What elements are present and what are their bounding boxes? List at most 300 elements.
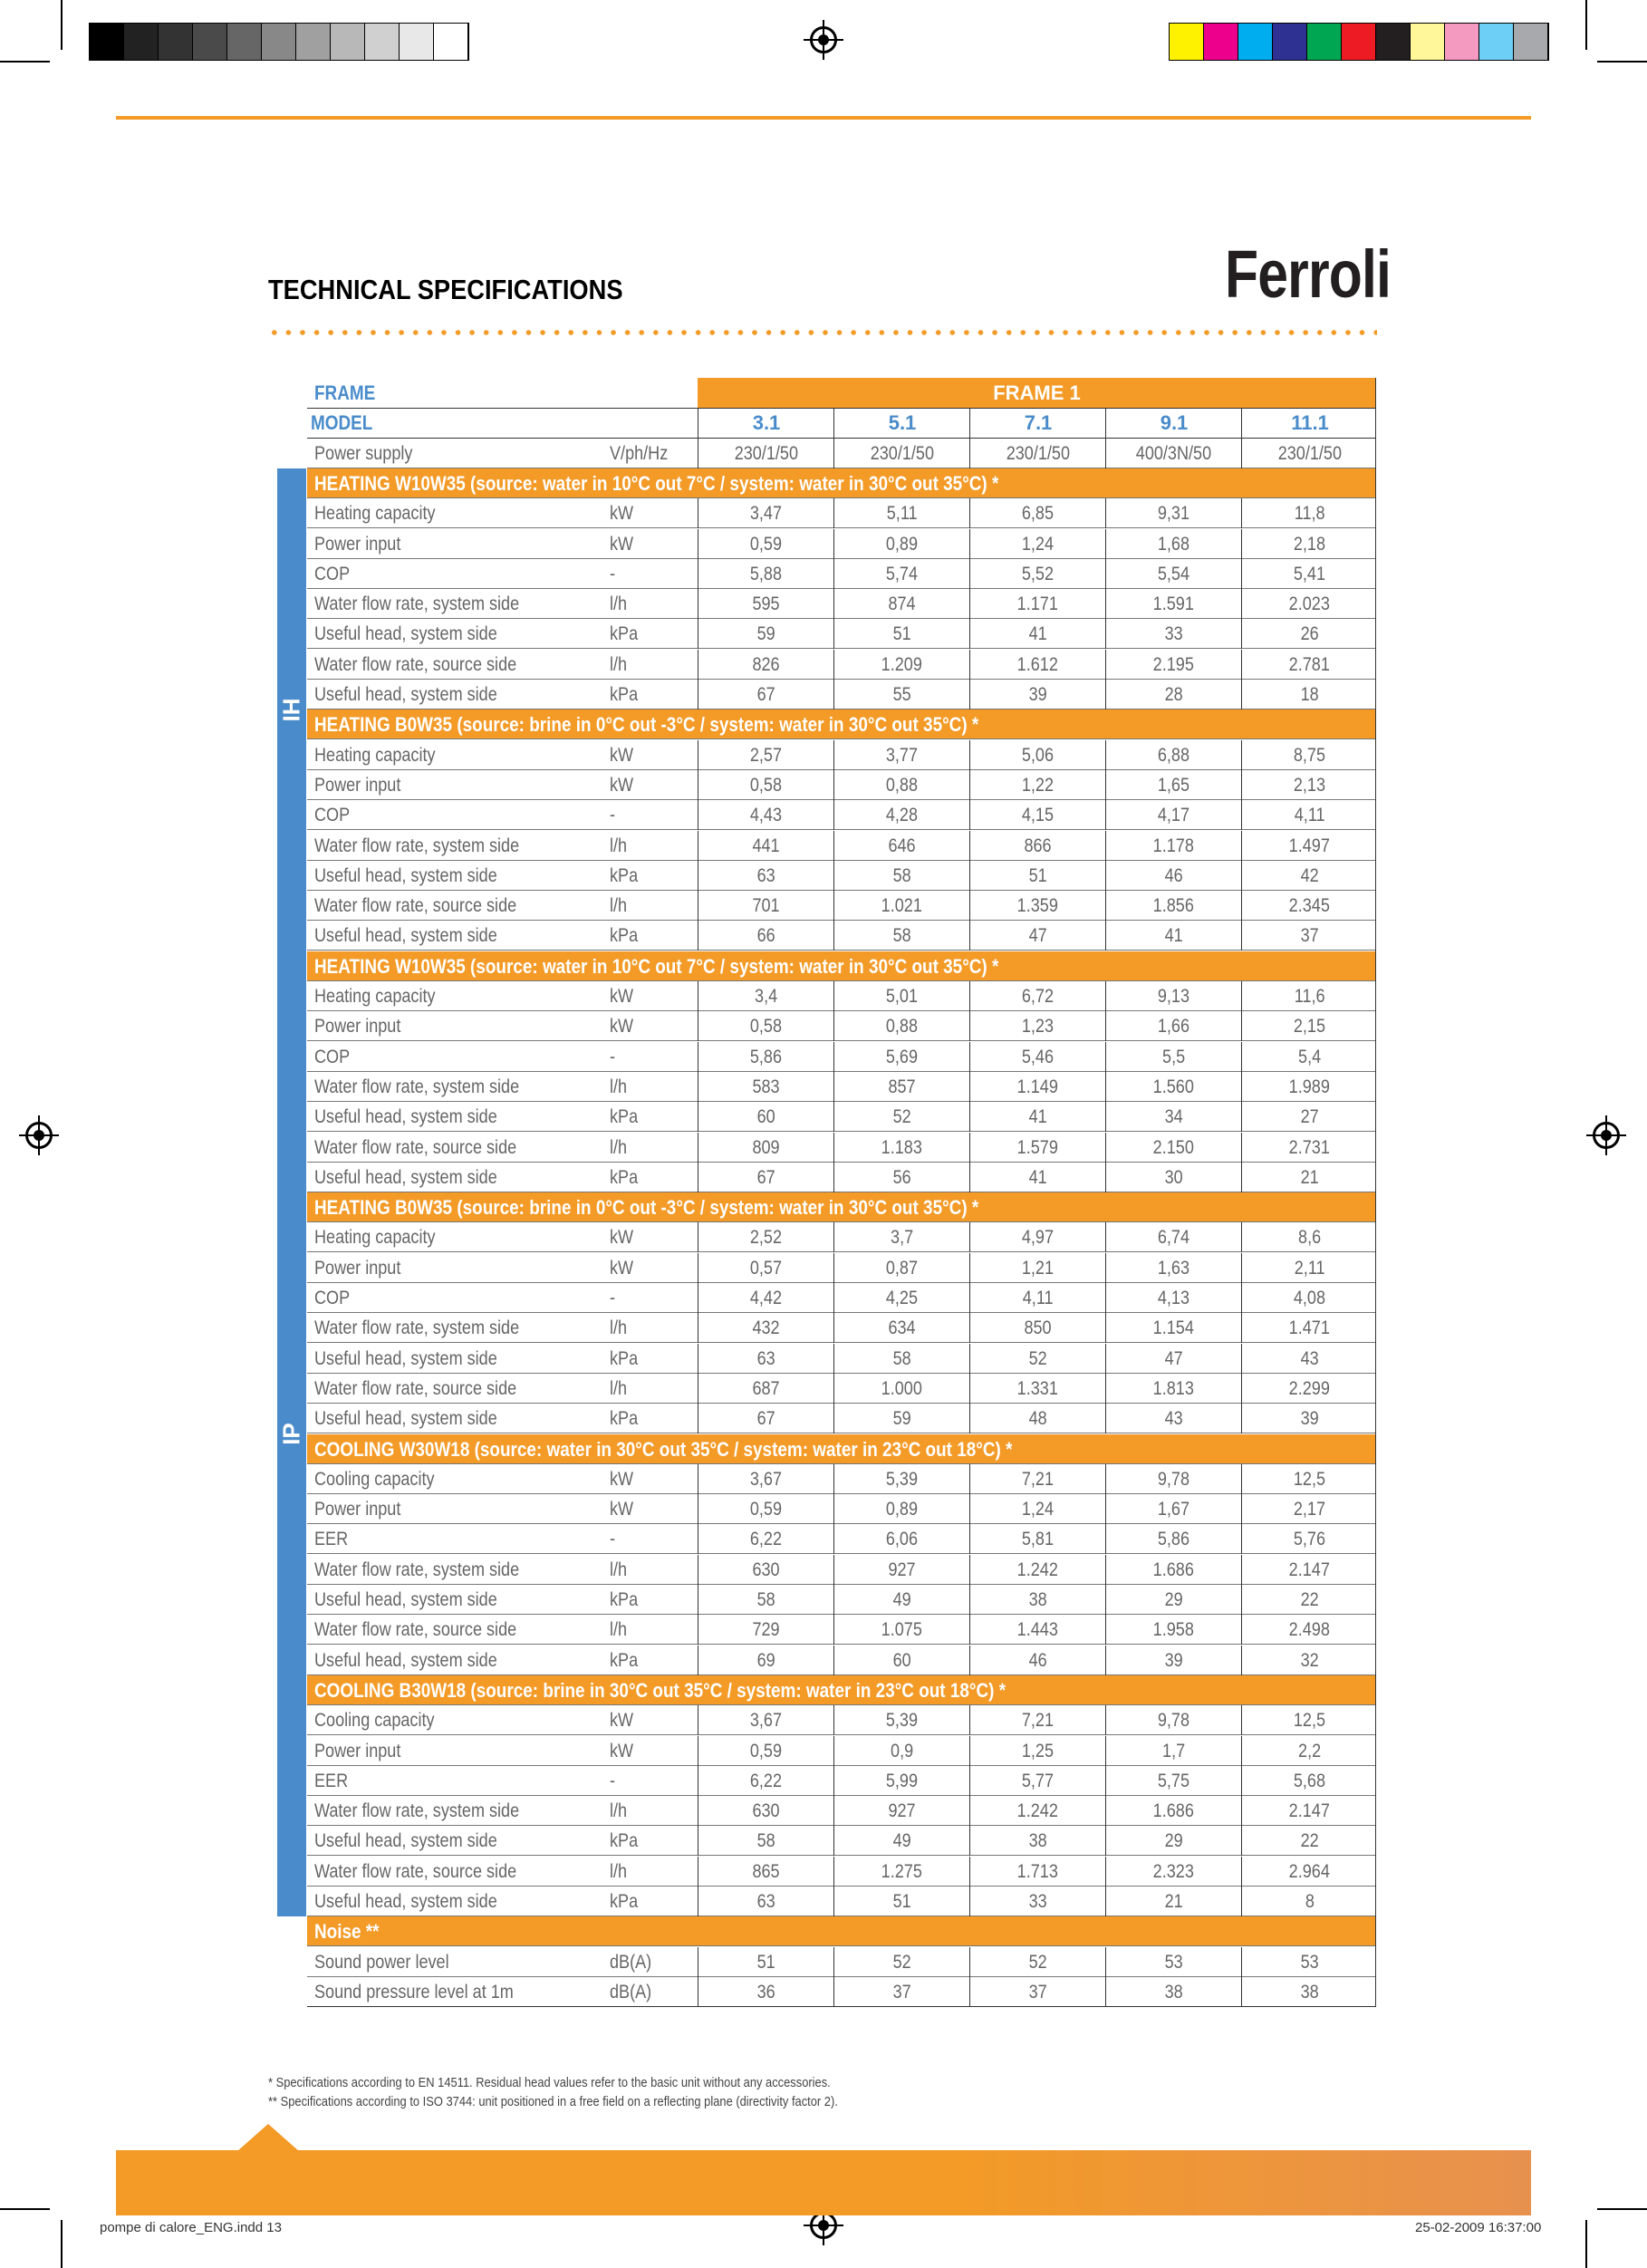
row-value: 5,46: [969, 1042, 1105, 1072]
row-unit: kPa: [610, 1830, 639, 1852]
row-value: 4,15: [969, 800, 1105, 830]
row-unit: kPa: [610, 1106, 639, 1128]
row-value: 1.591: [1105, 589, 1241, 619]
row-unit: kW: [610, 744, 634, 766]
row-value: 5,68: [1241, 1766, 1377, 1796]
top-orange-rule: [116, 116, 1531, 120]
row-label: Water flow rate, source side: [314, 1136, 517, 1158]
table-row: [307, 981, 1376, 1011]
row-unit: l/h: [610, 653, 628, 675]
row-value: 37: [969, 1977, 1105, 2007]
table-row: [307, 1464, 1376, 1494]
side-label-ip: [277, 951, 306, 1917]
row-value: 49: [833, 1585, 969, 1615]
row-label: Water flow rate, system side: [314, 1800, 520, 1822]
row-value: 11,8: [1241, 498, 1377, 528]
row-value: 32: [1241, 1646, 1377, 1675]
row-value: 46: [969, 1646, 1105, 1675]
row-value: 0,57: [698, 1253, 833, 1283]
row-value: 5,11: [833, 498, 969, 528]
row-value: 5,86: [1105, 1524, 1241, 1554]
row-value: 630: [698, 1555, 833, 1585]
row-value: 1.209: [833, 650, 969, 680]
row-value: 729: [698, 1615, 833, 1645]
row-value: 52: [969, 1947, 1105, 1977]
row-label: Useful head, system side: [314, 1166, 497, 1188]
row-label: Useful head, system side: [314, 1347, 497, 1369]
row-label: Useful head, system side: [314, 623, 497, 645]
color-swatch: [1479, 24, 1514, 60]
row-value: 27: [1241, 1102, 1377, 1132]
row-value: 4,13: [1105, 1283, 1241, 1313]
row-value: 58: [833, 1344, 969, 1374]
row-value: 52: [833, 1947, 969, 1977]
row-value: 2,57: [698, 740, 833, 770]
row-value: 4,11: [1241, 800, 1377, 830]
row-value: 5,41: [1241, 559, 1377, 589]
table-row: [307, 740, 1376, 770]
row-value: 69: [698, 1646, 833, 1675]
row-unit: -: [610, 1046, 616, 1067]
color-swatch: [1238, 24, 1273, 60]
row-value: 21: [1105, 1887, 1241, 1916]
row-value: 5,69: [833, 1042, 969, 1072]
table-row: [307, 921, 1376, 951]
table-row: [307, 1585, 1376, 1615]
row-value: 38: [1105, 1977, 1241, 2007]
row-unit: kW: [610, 1710, 634, 1732]
row-value: 1.242: [969, 1796, 1105, 1826]
row-value: 432: [698, 1313, 833, 1343]
row-value: 2.195: [1105, 650, 1241, 680]
row-value: 927: [833, 1796, 969, 1826]
row-label: Useful head, system side: [314, 1891, 497, 1912]
row-label: Useful head, system side: [314, 925, 497, 947]
row-value: 866: [969, 831, 1105, 861]
row-unit: l/h: [610, 1317, 628, 1339]
table-row: [307, 589, 1376, 619]
row-unit: l/h: [610, 895, 628, 917]
row-value: 230/1/50: [1241, 439, 1377, 468]
row-value: 2.964: [1241, 1857, 1377, 1887]
dotted-divider: [267, 330, 1377, 335]
row-value: 5,77: [969, 1766, 1105, 1796]
row-value: 7,21: [969, 1464, 1105, 1494]
row-value: 12,5: [1241, 1705, 1377, 1735]
row-label: COP: [314, 1288, 351, 1308]
table-row: [307, 770, 1376, 800]
row-value: 18: [1241, 680, 1377, 709]
row-unit: kW: [610, 503, 634, 525]
row-value: 2,11: [1241, 1253, 1377, 1283]
row-value: 5,88: [698, 559, 833, 589]
row-value: 1,63: [1105, 1253, 1241, 1283]
row-value: 0,59: [698, 529, 833, 559]
row-value: 26: [1241, 619, 1377, 649]
color-swatch: [365, 24, 400, 60]
row-unit: kPa: [610, 623, 639, 645]
crop-mark: [1597, 2208, 1647, 2210]
row-value: 0,88: [833, 770, 969, 800]
section-header: HEATING B0W35 (source: brine in 0°C out -3°C / system: water in 30°C out 35°C) *: [307, 1192, 1376, 1222]
row-value: 1.612: [969, 650, 1105, 680]
row-value: 56: [833, 1163, 969, 1192]
color-swatch: [1376, 24, 1411, 60]
model-column-header: 7.1: [969, 408, 1106, 438]
row-value: 6,22: [698, 1766, 833, 1796]
row-label: Heating capacity: [314, 744, 436, 766]
row-value: 1.171: [969, 589, 1105, 619]
row-value: 53: [1105, 1947, 1241, 1977]
row-value: 7,21: [969, 1705, 1105, 1735]
model-column-header: 11.1: [1241, 408, 1378, 438]
row-value: 1.275: [833, 1857, 969, 1887]
row-value: 1.813: [1105, 1374, 1241, 1404]
row-label: Water flow rate, source side: [314, 895, 517, 917]
row-value: 53: [1241, 1947, 1377, 1977]
row-unit: kPa: [610, 684, 639, 705]
row-label: Water flow rate, source side: [314, 1619, 517, 1641]
ferroli-logo: Ferroli: [1225, 236, 1392, 312]
side-label-ih: [277, 468, 306, 951]
side-label-text: IH: [277, 698, 305, 722]
table-row: [307, 1102, 1376, 1132]
row-label: Useful head, system side: [314, 864, 497, 886]
row-value: 2,2: [1241, 1736, 1377, 1766]
table-row: [307, 1253, 1376, 1283]
row-value: 66: [698, 921, 833, 951]
row-value: 51: [833, 619, 969, 649]
row-value: 1,7: [1105, 1736, 1241, 1766]
row-label: EER: [314, 1770, 349, 1791]
row-value: 1,67: [1105, 1494, 1241, 1524]
row-value: 230/1/50: [698, 439, 833, 468]
row-unit: kPa: [610, 864, 639, 886]
row-unit: l/h: [610, 1076, 628, 1097]
color-swatch: [1273, 24, 1307, 60]
row-value: 1,68: [1105, 529, 1241, 559]
row-unit: kW: [610, 533, 634, 555]
row-value: 687: [698, 1374, 833, 1404]
row-value: 701: [698, 891, 833, 921]
row-value: 67: [698, 1163, 833, 1192]
registration-mark-icon: [810, 26, 837, 53]
row-value: 2.147: [1241, 1555, 1377, 1585]
table-row: [307, 1344, 1376, 1374]
table-row: [307, 619, 1376, 649]
row-label: Useful head, system side: [314, 1830, 497, 1852]
row-unit: kPa: [610, 925, 639, 947]
row-value: 9,13: [1105, 981, 1241, 1011]
row-unit: kPa: [610, 1408, 639, 1430]
table-row: [307, 1705, 1376, 1735]
row-value: 4,25: [833, 1283, 969, 1313]
row-value: 1.021: [833, 891, 969, 921]
section-header: HEATING B0W35 (source: brine in 0°C out -3°C / system: water in 30°C out 35°C) *: [307, 709, 1376, 739]
row-value: 29: [1105, 1585, 1241, 1615]
frame-header-row: [307, 378, 1376, 409]
row-value: 0,87: [833, 1253, 969, 1283]
registration-mark-icon: [1593, 1122, 1620, 1149]
row-value: 9,31: [1105, 498, 1241, 528]
row-value: 47: [969, 921, 1105, 951]
row-value: 874: [833, 589, 969, 619]
row-value: 1.242: [969, 1555, 1105, 1585]
page-title: TECHNICAL SPECIFICATIONS: [268, 274, 623, 305]
row-value: 8,75: [1241, 740, 1377, 770]
row-value: 1,22: [969, 770, 1105, 800]
row-label: Power input: [314, 774, 401, 796]
row-value: 63: [698, 861, 833, 891]
table-row: [307, 559, 1376, 589]
gray-color-bar: [89, 23, 469, 61]
row-value: 1,23: [969, 1011, 1105, 1041]
row-value: 5,81: [969, 1524, 1105, 1554]
row-label: Heating capacity: [314, 986, 436, 1007]
table-row: [307, 1826, 1376, 1856]
crop-mark: [61, 0, 63, 50]
row-value: 1,24: [969, 1494, 1105, 1524]
frame-label: FRAME: [314, 381, 376, 404]
row-value: 2.498: [1241, 1615, 1377, 1645]
row-value: 36: [698, 1977, 833, 2007]
table-row: [307, 1857, 1376, 1887]
row-value: 1.989: [1241, 1072, 1377, 1102]
table-row: [307, 1404, 1376, 1433]
row-value: 52: [833, 1102, 969, 1132]
footnote: * Specifications according to EN 14511. Residual head values refer to the basic unit without any accessories.: [268, 2075, 831, 2090]
row-value: 927: [833, 1555, 969, 1585]
row-value: 41: [969, 619, 1105, 649]
row-value: 6,85: [969, 498, 1105, 528]
row-value: 1.000: [833, 1374, 969, 1404]
table-row: [307, 1796, 1376, 1826]
model-column-header: 5.1: [833, 408, 970, 438]
row-value: 0,58: [698, 770, 833, 800]
row-label: COP: [314, 805, 351, 826]
row-value: 1.497: [1241, 831, 1377, 861]
row-value: 6,22: [698, 1524, 833, 1554]
row-label: Power input: [314, 533, 401, 555]
row-value: 0,58: [698, 1011, 833, 1041]
row-unit: kW: [610, 1257, 634, 1279]
row-value: 1,66: [1105, 1011, 1241, 1041]
color-swatch: [262, 24, 296, 60]
footnote: ** Specifications according to ISO 3744: unit positioned in a free field on a reflecting plane (directivity factor 2).: [268, 2094, 838, 2109]
row-value: 34: [1105, 1102, 1241, 1132]
row-label: Heating capacity: [314, 503, 436, 525]
color-swatch: [1204, 24, 1238, 60]
row-value: 5,99: [833, 1766, 969, 1796]
row-value: 5,4: [1241, 1042, 1377, 1072]
row-value: 1,65: [1105, 770, 1241, 800]
crop-mark: [1585, 2220, 1587, 2268]
row-value: 9,78: [1105, 1705, 1241, 1735]
row-value: 42: [1241, 861, 1377, 891]
crop-mark: [1597, 61, 1647, 63]
row-value: 809: [698, 1133, 833, 1163]
row-unit: l/h: [610, 1800, 628, 1822]
row-value: 12,5: [1241, 1464, 1377, 1494]
row-value: 58: [698, 1826, 833, 1856]
row-label: Power input: [314, 1499, 401, 1520]
row-value: 22: [1241, 1826, 1377, 1856]
row-unit: l/h: [610, 594, 628, 615]
crop-mark: [0, 2208, 50, 2210]
row-value: 43: [1241, 1344, 1377, 1374]
row-value: 0,59: [698, 1494, 833, 1524]
row-label: Water flow rate, source side: [314, 1860, 517, 1882]
row-value: 41: [969, 1163, 1105, 1192]
row-value: 826: [698, 650, 833, 680]
row-label: Water flow rate, source side: [314, 1377, 517, 1399]
row-value: 46: [1105, 861, 1241, 891]
row-value: 48: [969, 1404, 1105, 1433]
row-label: Water flow rate, system side: [314, 835, 520, 856]
model-column-header: 9.1: [1105, 408, 1242, 438]
table-row: [307, 1977, 1376, 2007]
row-value: 646: [833, 831, 969, 861]
row-unit: -: [610, 805, 616, 826]
row-label: Water flow rate, system side: [314, 1559, 520, 1580]
row-unit: kW: [610, 774, 634, 796]
table-row: [307, 1313, 1376, 1343]
color-swatch: [1445, 24, 1479, 60]
color-swatch: [296, 24, 331, 60]
row-value: 5,39: [833, 1464, 969, 1494]
table-row: [307, 1615, 1376, 1645]
row-value: 857: [833, 1072, 969, 1102]
row-unit: l/h: [610, 1619, 628, 1641]
table-row: [307, 1011, 1376, 1041]
row-value: 47: [1105, 1344, 1241, 1374]
row-value: 60: [698, 1102, 833, 1132]
row-value: 2.023: [1241, 589, 1377, 619]
table-row: [307, 439, 1376, 468]
row-value: 37: [1241, 921, 1377, 951]
row-unit: dB(A): [610, 1951, 652, 1973]
row-value: 850: [969, 1313, 1105, 1343]
row-label: Heating capacity: [314, 1227, 436, 1249]
row-value: 60: [833, 1646, 969, 1675]
row-value: 11,6: [1241, 981, 1377, 1011]
row-value: 4,97: [969, 1222, 1105, 1252]
table-row: [307, 1072, 1376, 1102]
section-header: HEATING W10W35 (source: water in 10°C out 7°C / system: water in 30°C out 35°C) *: [307, 951, 1376, 981]
row-value: 49: [833, 1826, 969, 1856]
row-value: 5,52: [969, 559, 1105, 589]
row-label: COP: [314, 1046, 351, 1067]
color-swatch: [90, 24, 124, 60]
row-value: 59: [698, 619, 833, 649]
row-value: 4,08: [1241, 1283, 1377, 1313]
row-value: 2,52: [698, 1222, 833, 1252]
row-value: 1.149: [969, 1072, 1105, 1102]
row-value: 0,88: [833, 1011, 969, 1041]
table-row: [307, 680, 1376, 709]
row-label: Cooling capacity: [314, 1468, 435, 1490]
row-value: 2,15: [1241, 1011, 1377, 1041]
row-value: 8,6: [1241, 1222, 1377, 1252]
row-value: 1.359: [969, 891, 1105, 921]
row-value: 4,42: [698, 1283, 833, 1313]
table-row: [307, 1736, 1376, 1766]
row-value: 29: [1105, 1826, 1241, 1856]
row-value: 6,88: [1105, 740, 1241, 770]
row-value: 1.560: [1105, 1072, 1241, 1102]
row-unit: kPa: [610, 1166, 639, 1188]
row-value: 5,74: [833, 559, 969, 589]
row-value: 3,47: [698, 498, 833, 528]
row-value: 41: [1105, 921, 1241, 951]
row-unit: kW: [610, 1740, 634, 1761]
row-value: 58: [833, 921, 969, 951]
row-value: 1.686: [1105, 1555, 1241, 1585]
row-value: 28: [1105, 680, 1241, 709]
color-swatch: [159, 24, 193, 60]
row-value: 5,06: [969, 740, 1105, 770]
row-value: 1.958: [1105, 1615, 1241, 1645]
row-unit: kPa: [610, 1347, 639, 1369]
row-value: 1.686: [1105, 1796, 1241, 1826]
row-label: Power input: [314, 1257, 401, 1279]
registration-mark-icon: [810, 2212, 837, 2239]
row-label: Cooling capacity: [314, 1710, 435, 1732]
row-label: Water flow rate, system side: [314, 1076, 520, 1097]
row-value: 5,39: [833, 1705, 969, 1735]
row-value: 5,5: [1105, 1042, 1241, 1072]
row-value: 5,54: [1105, 559, 1241, 589]
row-unit: kW: [610, 1016, 634, 1037]
row-unit: kPa: [610, 1891, 639, 1912]
row-label: Water flow rate, source side: [314, 653, 517, 675]
color-swatch: [124, 24, 159, 60]
row-value: 6,72: [969, 981, 1105, 1011]
row-label: Useful head, system side: [314, 1106, 497, 1128]
row-value: 38: [1241, 1977, 1377, 2007]
row-value: 33: [1105, 619, 1241, 649]
row-value: 2.731: [1241, 1133, 1377, 1163]
table-row: [307, 1133, 1376, 1163]
row-value: 1.178: [1105, 831, 1241, 861]
table-row: [307, 891, 1376, 921]
row-value: 1.856: [1105, 891, 1241, 921]
color-swatch: [1342, 24, 1376, 60]
row-value: 400/3N/50: [1105, 439, 1241, 468]
row-value: 6,06: [833, 1524, 969, 1554]
table-row: [307, 1887, 1376, 1916]
table-row: [307, 1222, 1376, 1252]
row-label: COP: [314, 563, 351, 584]
row-value: 3,67: [698, 1464, 833, 1494]
row-value: 37: [833, 1977, 969, 2007]
color-swatch: [1170, 24, 1204, 60]
crop-mark: [1585, 0, 1587, 50]
model-label: MODEL: [311, 411, 373, 434]
row-unit: l/h: [610, 1860, 628, 1882]
row-value: 30: [1105, 1163, 1241, 1192]
color-swatch: [1307, 24, 1342, 60]
color-swatch: [400, 24, 434, 60]
row-value: 230/1/50: [833, 439, 969, 468]
table-row: [307, 1524, 1376, 1554]
row-unit: V/ph/Hz: [610, 442, 669, 464]
bottom-orange-band: [116, 2150, 1531, 2215]
row-unit: kPa: [610, 1649, 639, 1671]
model-column-header: 3.1: [698, 408, 834, 438]
row-value: 33: [969, 1887, 1105, 1916]
row-unit: -: [610, 1288, 616, 1308]
